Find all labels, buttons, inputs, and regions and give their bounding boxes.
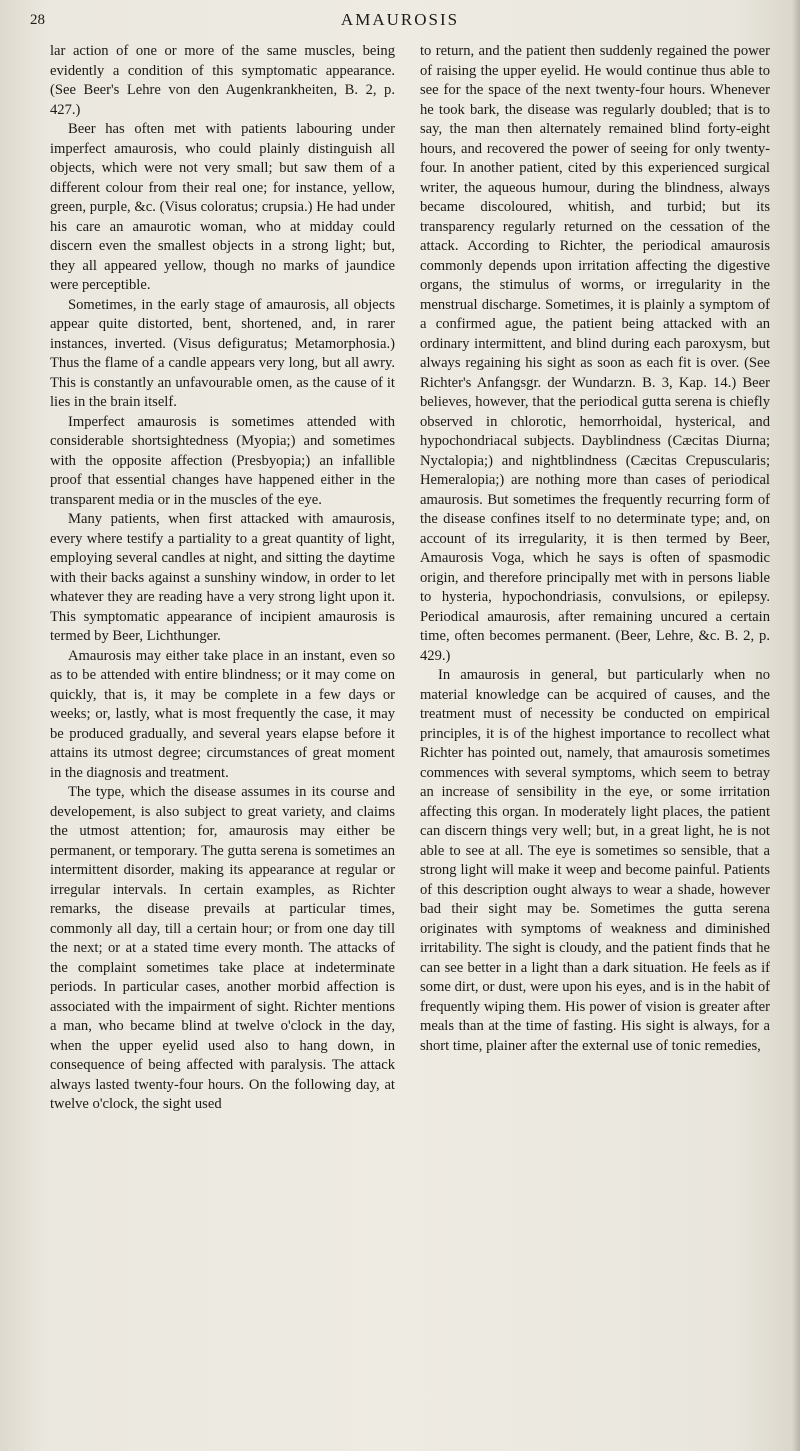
paragraph: Sometimes, in the early stage of amaurosis, all objects appear quite distorted, bent, shortened, and, in rarer instances, inverted. (Visus defiguratus; Metamorphosia.) Thus the flame of a candle appears very long, but all awry. This is constantly an unfavourable omen, as the cause of it lies in the brain itself. [50,296,395,410]
right-column [420,42,770,1056]
running-head [0,10,800,38]
paragraph: to return, and the patient then suddenly regained the power of raising the upper eyelid. He would continue thus able to see for the space of the next twenty-four hours. Whenever he took bark, the disease was regularly doubled; that is to say, the man then alternately remained blind forty-eight hours, and recovered the power of seeing for only twenty-four. In another patient, cited by this experienced surgical writer, the aqueous humour, during the blindness, always became discoloured, whitish, and turbid; but its transparency regularly returned on the cessation of the attack. According to Richter, the periodical amaurosis commonly depends upon irritation affecting the digestive organs, the stimulus of worms, or irregularity in the menstrual discharge. Sometimes, it is plainly a symptom of a confirmed ague, the patient being attacked with an ordinary intermittent, and blind during each paroxysm, but always regaining his sight as soon as each fit is over. (See Richter's Anfangsgr. der Wundarzn. B. 3, Kap. 14.) Beer believes, however, that the periodical gutta serena is chiefly observed in chlorotic, hemorrhoidal, hysterical, and hypochondriacal subjects. Dayblindness (Cæcitas Diurna; Nyctalopia;) and nightblindness (Cæcitas Crepuscularis; Hemeralopia;) are nothing more than cases of periodical amaurosis. But sometimes the frequently recurring form of the disease confines itself to no determinate type; and, on account of its irregularity, it is then termed by Beer, Amaurosis Voga, which he says is often of spasmodic origin, and therefore principally met with in persons liable to hysteria, hypochondriasis, convulsions, or epilepsy. Periodical amaurosis, after remaining uncured a certain time, often becomes permanent. (Beer, Lehre, &c. B. 2, p. 429.) [420,43,770,664]
paragraph: Beer has often met with patients labouring under imperfect amaurosis, who could plainly distinguish all objects, which were not very small; but saw them of a different colour from their real one; for instance, yellow, green, purple, &c. (Visus coloratus; crupsia.) He had under his care an amaurotic woman, who at midday could discern even the smallest objects in a strong light; but, they all appeared yellow, though no marks of jaundice were perceptible. [50,121,395,293]
paragraph: lar action of one or more of the same muscles, being evidently a condition of this symptomatic appearance. (See Beer's Lehre von den Augenkrankheiten, B. 2, p. 427.) [50,43,395,118]
running-head-title: AMAUROSIS [340,10,460,29]
paragraph: Many patients, when first attacked with amaurosis, every where testify a partiality to a great quantity of light, employing several candles at night, and sitting the daytime with their backs against a sunshiny window, in order to let whatever they are reading have a very strong light upon it. This symptomatic appearance of incipient amaurosis is termed by Beer, Lichthunger. [50,511,395,644]
paragraph: Imperfect amaurosis is sometimes attended with considerable shortsightedness (Myopia;) and sometimes with the opposite affection (Presbyopia;) an infallible proof that essential changes have happened either in the transparent media or in the muscles of the eye. [50,413,395,508]
left-column [50,42,395,1115]
paragraph: Amaurosis may either take place in an instant, even so as to be attended with entire blindness; or it may come on quickly, that is, it may be complete in a few days or weeks; or, lastly, what is most frequently the case, it may be produced gradually, and several years elapse before it attains its utmost degree; circumstances of great moment in the diagnosis and treatment. [50,647,395,781]
page-edge-shadow [792,0,800,1451]
paragraph: In amaurosis in general, but particularly when no material knowledge can be acquired of causes, and the treatment must of necessity be conducted on empirical principles, it is of the highest importance to recollect what Richter has pointed out, namely, that amaurosis sometimes commences with several symptoms, which seem to betray an increase of sensibility in the eye, or some irritation affecting this organ. In moderately light places, the patient can discern things very well; but, in a great light, he is not able to see at all. The eye is sometimes so sensible, that a strong light will make it weep and become painful. Patients of this description ought always to wear a shade, however bad their sight may be. Sometimes the gutta serena originates with symptoms of weakness and diminished irritability. The sight is cloudy, and the patient finds that he can see better in a light than a dark situation. He feels as if some dirt, or dust, were upon his eyes, and is in the habit of frequently wiping them. His power of vision is greater after meals than at the time of fasting. His sight is always, for a short time, plainer after the external use of tonic remedies, [420,667,770,1054]
paragraph: The type, which the disease assumes in its course and developement, is also subject to great variety, and claims the utmost attention; for, amaurosis may either be permanent, or temporary. The gutta serena is sometimes an intermittent disorder, making its appearance at regular or irregular intervals. In certain examples, as Richter remarks, the disease prevails at particular times, commonly all day, till a certain hour; or from one day till the next; or at a stated time every month. The attacks of the complaint sometimes take place at indeterminate periods. In particular cases, another morbid affection is associated with the impairment of sight. Richter mentions a man, who became blind at twelve o'clock in the day, when the upper eyelid used also to hang down, in consequence of being affected with paralysis. The attack always lasted twenty-four hours. On the following day, at twelve o'clock, the sight used [50,784,395,1112]
page-number: 28 [30,12,45,28]
